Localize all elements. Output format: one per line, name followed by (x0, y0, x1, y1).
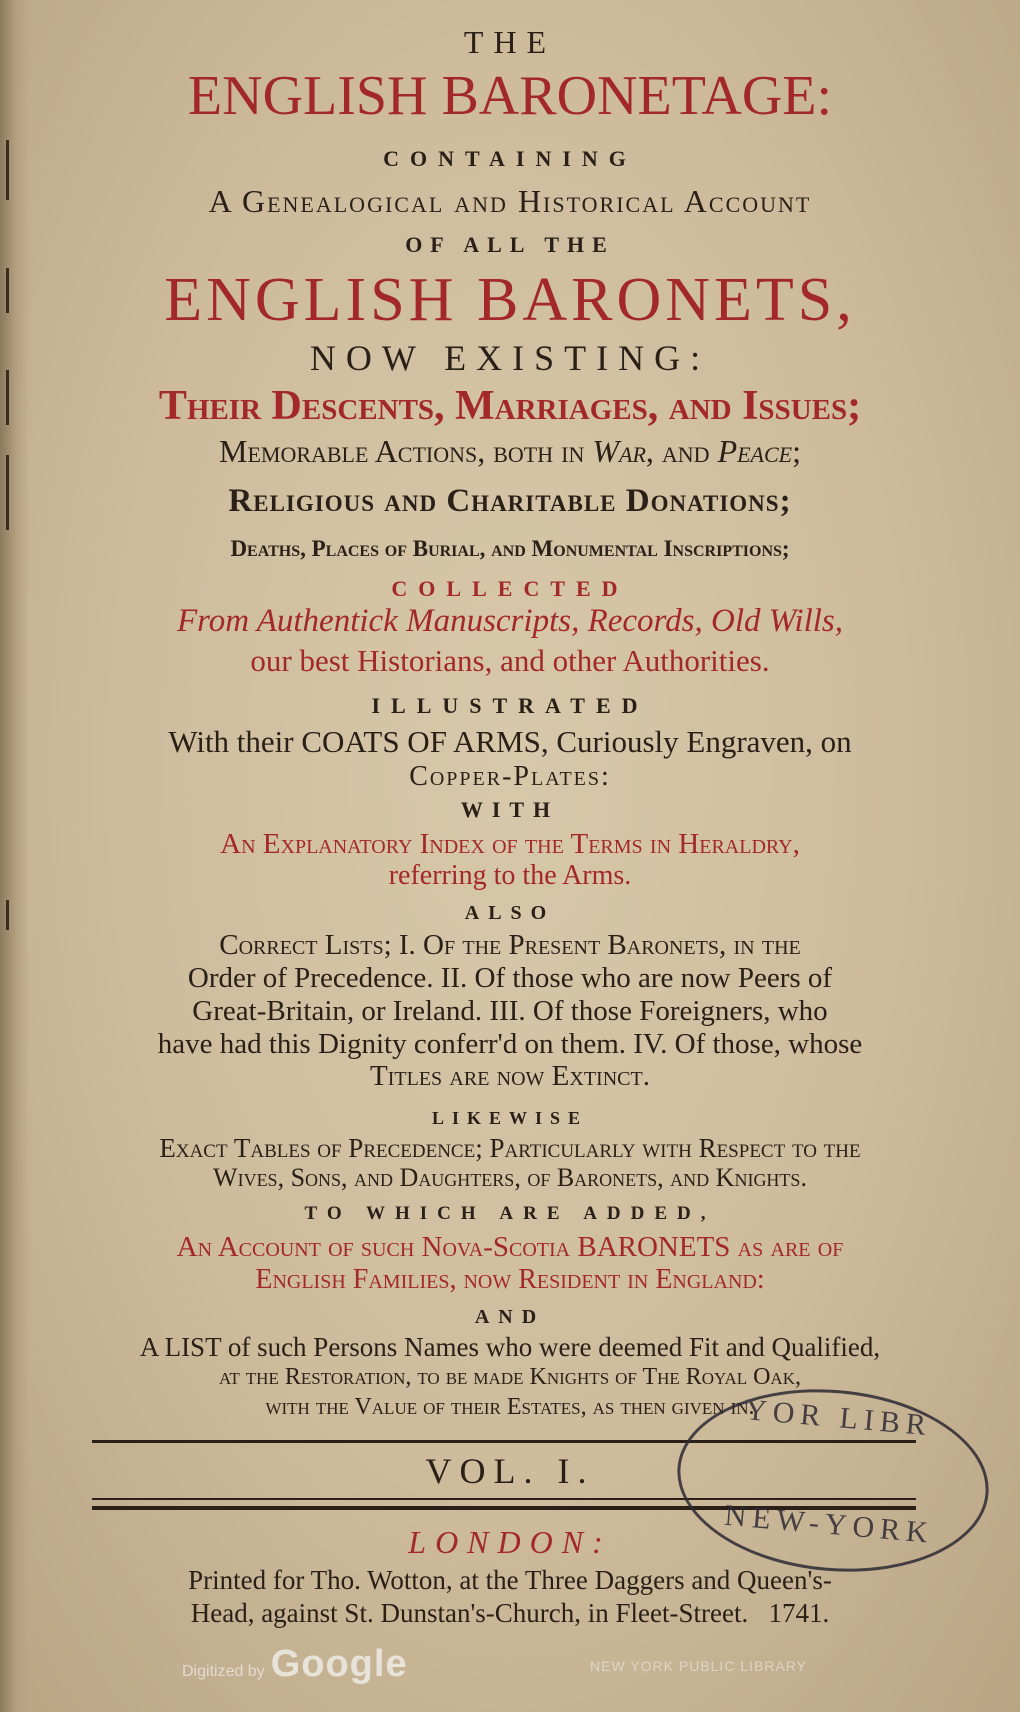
nova-line-2: English Families, now Resident in England: (255, 1264, 765, 1295)
imprint-year: 1741. (768, 1598, 830, 1628)
and-word: , and (645, 433, 718, 469)
also-label: ALSO (464, 902, 556, 924)
index-line: An Explanatory Index of the Terms in Heraldry, (220, 828, 800, 860)
imprint-line-2 (0, 1598, 1020, 1629)
historians-line: our best Historians, and other Authorities. (250, 643, 770, 678)
volume-label: VOL. I. (425, 1451, 595, 1491)
account-line: A Genealogical and Historical Account (208, 183, 812, 219)
from-line: From Authentick Manuscripts, Records, Old Wills, (176, 603, 844, 639)
stamp-top-text: YOR LIBR (743, 1393, 934, 1443)
google-logo: Google (270, 1643, 408, 1685)
lists-line-5: Titles are now Extinct. (370, 1060, 650, 1092)
collected-label: COLLECTED (391, 576, 629, 601)
semicolon: ; (792, 433, 801, 469)
title-baronets: ENGLISH BARONETS, (164, 266, 856, 334)
stamp-bottom-text: NEW-YORK (723, 1498, 936, 1550)
title-main: ENGLISH BARONETAGE: (187, 65, 833, 127)
tables-line-2: Wives, Sons, and Daughters, of Baronets, and Knights. (213, 1163, 807, 1192)
lists-line-3: Great-Britain, or Ireland. III. Of those Foreigners, who (192, 995, 828, 1027)
imprint-city: LONDON: (408, 1524, 612, 1560)
likewise-label: LIKEWISE (431, 1108, 589, 1128)
with-label: WITH (460, 797, 560, 822)
tables-line-1: Exact Tables of Precedence; Particularly with Respect to the (159, 1133, 861, 1163)
memorable-text: Memorable Actions, both in (218, 433, 593, 469)
referring-line: referring to the Arms. (388, 860, 632, 891)
religious-line: Religious and Charitable Donations; (228, 483, 792, 519)
list-line-3: with the Value of their Estates, as then given in. (265, 1394, 755, 1420)
lists-line-4: have had this Dignity conferr'd on them. IV. Of those, whose (157, 1028, 863, 1060)
deaths-line: Deaths, Places of Burial, and Monumental Inscriptions; (230, 536, 790, 561)
and-label: AND (474, 1306, 546, 1328)
lists-line-1: Correct Lists; I. Of the Present Baronets, in the (219, 929, 801, 961)
library-watermark: NEW YORK PUBLIC LIBRARY (590, 1658, 807, 1674)
of-all-the: OF ALL THE (405, 232, 615, 257)
digitized-label: Digitized by (182, 1663, 265, 1680)
added-label: TO WHICH ARE ADDED, (304, 1203, 716, 1224)
illustrated-label: ILLUSTRATED (371, 693, 649, 718)
list-line-2: at the Restoration, to be made Knights of The Royal Oak, (219, 1364, 801, 1390)
now-existing: NOW EXISTING: (309, 338, 711, 378)
coats-line: With their COATS OF ARMS, Curiously Engraven, on (168, 724, 852, 759)
memorable-line (0, 433, 1020, 470)
imprint-address: Head, against St. Dunstan's-Church, in Fleet-Street. (190, 1598, 749, 1628)
war-word: War (592, 433, 646, 469)
digitized-by-badge (182, 1643, 408, 1686)
lists-line-2: Order of Precedence. II. Of those who are now Peers of (187, 962, 833, 994)
nova-line-1: An Account of such Nova-Scotia BARONETS as are of (176, 1231, 844, 1263)
list-line-1: A LIST of such Persons Names who were deemed Fit and Qualified, (139, 1332, 881, 1362)
containing-label: CONTAINING (383, 146, 637, 171)
copper-line: Copper-Plates: (409, 761, 611, 792)
peace-word: Peace (717, 433, 793, 469)
descents-line: Their Descents, Marriages, and Issues; (158, 383, 862, 429)
title-the: THE (463, 24, 557, 60)
imprint-line-1: Printed for Tho. Wotton, at the Three Daggers and Queen's- (188, 1565, 832, 1595)
